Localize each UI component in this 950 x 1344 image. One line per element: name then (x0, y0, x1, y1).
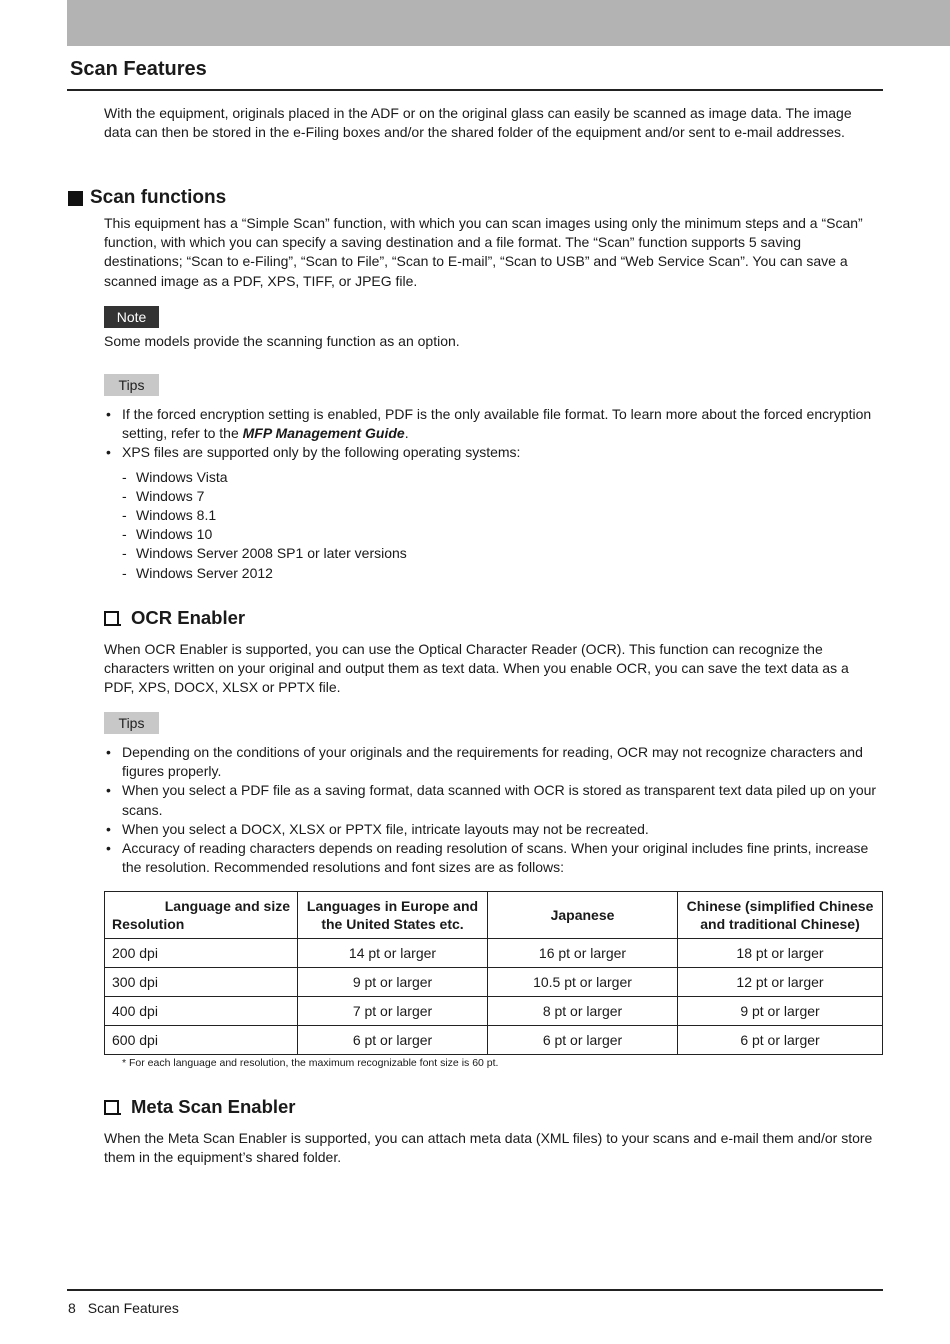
table-header-cell: Japanese (488, 892, 678, 939)
table-cell: 200 dpi (105, 939, 298, 968)
list-item: - Windows Server 2012 (122, 564, 882, 583)
ocr-tips-list (104, 743, 882, 877)
table-cell: 16 pt or larger (488, 939, 678, 968)
header-bar (67, 0, 950, 46)
note-label: Note (104, 306, 159, 328)
guide-reference: MFP Management Guide (242, 425, 405, 442)
resolution-table (104, 891, 883, 1055)
table-cell: 14 pt or larger (298, 939, 488, 968)
page-footer (68, 1300, 191, 1316)
table-footnote: * For each language and resolution, the maximum recognizable font size is 60 pt. (122, 1057, 499, 1069)
list-item: • If the forced encryption setting is enabled, PDF is the only available file format. To learn more about the forced encryption setting, refer to the MFP Management Guide. (104, 405, 882, 443)
page-title: Scan Features (70, 58, 207, 80)
scan-tips-list (104, 405, 882, 583)
subsection-heading-text: Meta Scan Enabler (131, 1096, 296, 1117)
subsection-heading-text: OCR Enabler (131, 607, 246, 628)
table-cell: 7 pt or larger (298, 997, 488, 1026)
list-item: • Accuracy of reading characters depends on reading resolution of scans. When your original includes fine prints, increase the resolution. Recommended resolutions and font sizes are as follows: (104, 839, 882, 877)
table-row (105, 997, 883, 1026)
list-item: - Windows 7 (122, 487, 882, 506)
title-rule (67, 89, 883, 91)
checkbox-square-icon (104, 1100, 119, 1115)
list-item: • Depending on the conditions of your originals and the requirements for reading, OCR may not recognize characters and figures properly. (104, 743, 882, 781)
square-bullet-icon (68, 191, 83, 206)
table-header-cell: Languages in Europe and the United States etc. (298, 892, 488, 939)
list-item: - Windows Vista (122, 468, 882, 487)
table-row (105, 939, 883, 968)
table-cell: 400 dpi (105, 997, 298, 1026)
page-number: 8 (68, 1300, 76, 1316)
subsection-heading-meta-scan (104, 1096, 296, 1118)
table-cell: 6 pt or larger (298, 1026, 488, 1055)
intro-paragraph: With the equipment, originals placed in the ADF or on the original glass can easily be scanned as image data. The image data can then be stored in the e-Filing boxes and/or the shared folder of the equipment and/or sent to e-mail addresses. (104, 105, 852, 141)
table-cell: 300 dpi (105, 968, 298, 997)
tips-label: Tips (104, 374, 159, 396)
list-item: - Windows 10 (122, 525, 882, 544)
list-item: • XPS files are supported only by the following operating systems: (104, 443, 882, 462)
table-cell: 6 pt or larger (678, 1026, 883, 1055)
table-row (105, 968, 883, 997)
note-text: Some models provide the scanning function as an option. (104, 333, 460, 349)
footer-rule (67, 1289, 883, 1291)
list-item: • When you select a DOCX, XLSX or PPTX file, intricate layouts may not be recreated. (104, 820, 882, 839)
table-cell: 9 pt or larger (678, 997, 883, 1026)
table-corner-header: Language and size Resolution (105, 892, 298, 939)
tips-label: Tips (104, 712, 159, 734)
table-cell: 6 pt or larger (488, 1026, 678, 1055)
section-heading-scan-functions (68, 187, 226, 209)
list-item: • When you select a PDF file as a saving format, data scanned with OCR is stored as transparent text data piled up on your scans. (104, 781, 882, 819)
meta-scan-paragraph: When the Meta Scan Enabler is supported, you can attach meta data (XML files) to your scans and e-mail them and/or store them in the equipment’s shared folder. (104, 1130, 873, 1166)
table-cell: 600 dpi (105, 1026, 298, 1055)
table-header-cell: Chinese (simplified Chinese and traditional Chinese) (678, 892, 883, 939)
ocr-paragraph: When OCR Enabler is supported, you can use the Optical Character Reader (OCR). This function can recognize the characters written on your original and output them as text data. When you enable OCR, you can save the text data as a PDF, XPS, DOCX, XLSX or PPTX file. (104, 641, 849, 696)
table-cell: 8 pt or larger (488, 997, 678, 1026)
table-header-row (105, 892, 883, 939)
table-cell: 18 pt or larger (678, 939, 883, 968)
table-row (105, 1026, 883, 1055)
table-cell: 9 pt or larger (298, 968, 488, 997)
checkbox-square-icon (104, 611, 119, 626)
section-heading-text: Scan functions (90, 187, 227, 208)
list-item: - Windows 8.1 (122, 506, 882, 525)
list-item: - Windows Server 2008 SP1 or later versions (122, 544, 882, 563)
scan-functions-paragraph: This equipment has a “Simple Scan” function, with which you can scan images using only the minimum steps and a “Scan” function, with which you can specify a saving destination and a file format. The “Scan” function supports 5 saving destinations; “Scan to e-Filing”, “Scan to File”, “Scan to E-mail”, “Scan to USB” and “Web Service Scan”. You can save a scanned image as a PDF, XPS, TIFF, or JPEG file. (104, 215, 863, 289)
table-cell: 12 pt or larger (678, 968, 883, 997)
table-cell: 10.5 pt or larger (488, 968, 678, 997)
footer-section-title: Scan Features (87, 1300, 179, 1316)
subsection-heading-ocr (104, 607, 245, 629)
os-list (122, 468, 882, 583)
